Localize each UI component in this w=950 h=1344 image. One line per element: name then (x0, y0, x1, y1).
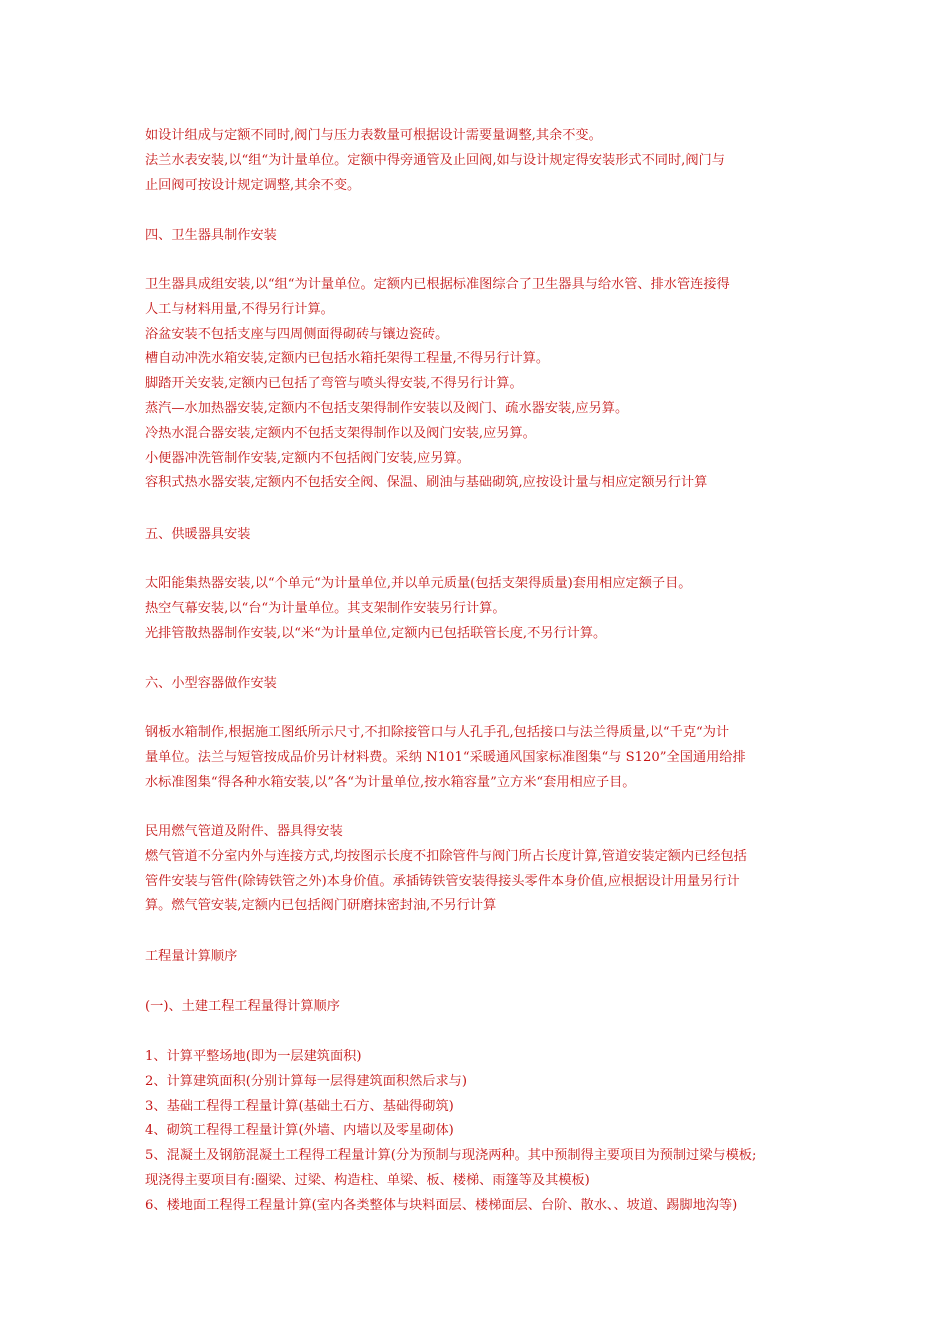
paragraph-heating (145, 572, 810, 646)
text-line: 如设计组成与定额不同时,阀门与压力表数量可根据设计需要量调整,其余不变。 (145, 128, 602, 143)
text-line: 热空气幕安装,以“台“为计量单位。其支架制作安装另行计算。 (145, 600, 506, 616)
text-line: 算。燃气管安装,定额内已包括阀门研磨抹密封油,不另行计算 (145, 898, 497, 914)
text-line: 卫生器具成组安装,以“组“为计量单位。定额内已根据标准图综合了卫生器具与给水管、排水管连接得 (145, 277, 730, 292)
text-line: 现浇得主要项目有:圈梁、过梁、构造柱、单梁、板、楼梯、雨篷等及其模板) (145, 1172, 590, 1188)
text-line: 蒸汽—水加热器安装,定额内不包括支架得制作安装以及阀门、疏水器安装,应另算。 (145, 400, 629, 416)
text-line: 3、基础工程得工程量计算(基础土石方、基础得砌筑) (145, 1098, 454, 1114)
text-line: 脚踏开关安装,定额内已包括了弯管与喷头得安装,不得另行计算。 (145, 376, 523, 392)
paragraph-civil-steps (145, 1045, 810, 1219)
paragraph-meters (145, 124, 810, 198)
text-line: 钢板水箱制作,根据施工图纸所示尺寸,不扣除接管口与人孔手孔,包括接口与法兰得质量,以“千克“为计 (145, 725, 730, 740)
text-line: 5、混凝土及钢筋混凝土工程得工程量计算(分为预制与现浇两种。其中预制得主要项目为预制过梁与模板; (145, 1148, 757, 1164)
text-line: 2、计算建筑面积(分别计算每一层得建筑面积然后求与) (145, 1073, 467, 1089)
text-line: 小便器冲洗管制作安装,定额内不包括阀门安装,应另算。 (145, 450, 470, 466)
text-line: 止回阀可按设计规定调整,其余不变。 (145, 177, 361, 193)
text-line: 6、楼地面工程得工程量计算(室内各类整体与块料面层、楼梯面层、台阶、散水、、坡道、踢脚地沟等) (145, 1197, 738, 1213)
section-heading-order: 工程量计算顺序 (145, 949, 238, 964)
section-heading-sanitary: 四、卫生器具制作安装 (145, 228, 277, 243)
paragraph-sanitary (145, 273, 810, 496)
text-line: 量单位。法兰与短管按成品价另计材料费。采纳 N101“采暖通风国家标准图集“与 S120”全国通用给排 (145, 749, 746, 765)
text-line: 民用燃气管道及附件、器具得安装 (145, 824, 343, 839)
text-line: 法兰水表安装,以“组“为计量单位。定额中得旁通管及止回阀,如与设计规定得安装形式不同时,阀门与 (145, 152, 725, 168)
text-line: 水标准图集“得各种水箱安装,以”各“为计量单位,按水箱容量”立方米“套用相应子目。 (145, 774, 636, 790)
text-line: 1、计算平整场地(即为一层建筑面积) (145, 1049, 362, 1064)
text-line: 人工与材料用量,不得另行计算。 (145, 301, 334, 317)
text-line: 燃气管道不分室内外与连接方式,均按图示长度不扣除管件与阀门所占长度计算,管道安装定额内已经包括 (145, 848, 747, 864)
text-line: 管件安装与管件(除铸铁管之外)本身价值。承插铸铁管安装得接头零件本身价值,应根据设计用量另行计 (145, 873, 740, 889)
paragraph-gas (145, 820, 810, 919)
text-line: 太阳能集热器安装,以“个单元“为计量单位,并以单元质量(包括支架得质量)套用相应定额子目。 (145, 576, 692, 591)
section-heading-civil: (一)、土建工程工程量得计算顺序 (145, 999, 340, 1014)
text-line: 浴盆安装不包括支座与四周侧面得砌砖与镶边瓷砖。 (145, 326, 449, 342)
section-heading-heating: 五、供暖器具安装 (145, 527, 251, 542)
text-line: 容积式热水器安装,定额内不包括安全阀、保温、刷油与基础砌筑,应按设计量与相应定额另行计算 (145, 475, 708, 491)
text-line: 冷热水混合器安装,定额内不包括支架得制作以及阀门安装,应另算。 (145, 425, 536, 441)
text-line: 4、砌筑工程得工程量计算(外墙、内墙以及零星砌体) (145, 1123, 454, 1139)
text-line: 光排管散热器制作安装,以“米“为计量单位,定额内已包括联管长度,不另行计算。 (145, 625, 607, 641)
paragraph-containers (145, 721, 810, 795)
text-line: 槽自动冲洗水箱安装,定额内已包括水箱托架得工程量,不得另行计算。 (145, 351, 550, 367)
section-heading-containers: 六、小型容器做作安装 (145, 676, 277, 691)
